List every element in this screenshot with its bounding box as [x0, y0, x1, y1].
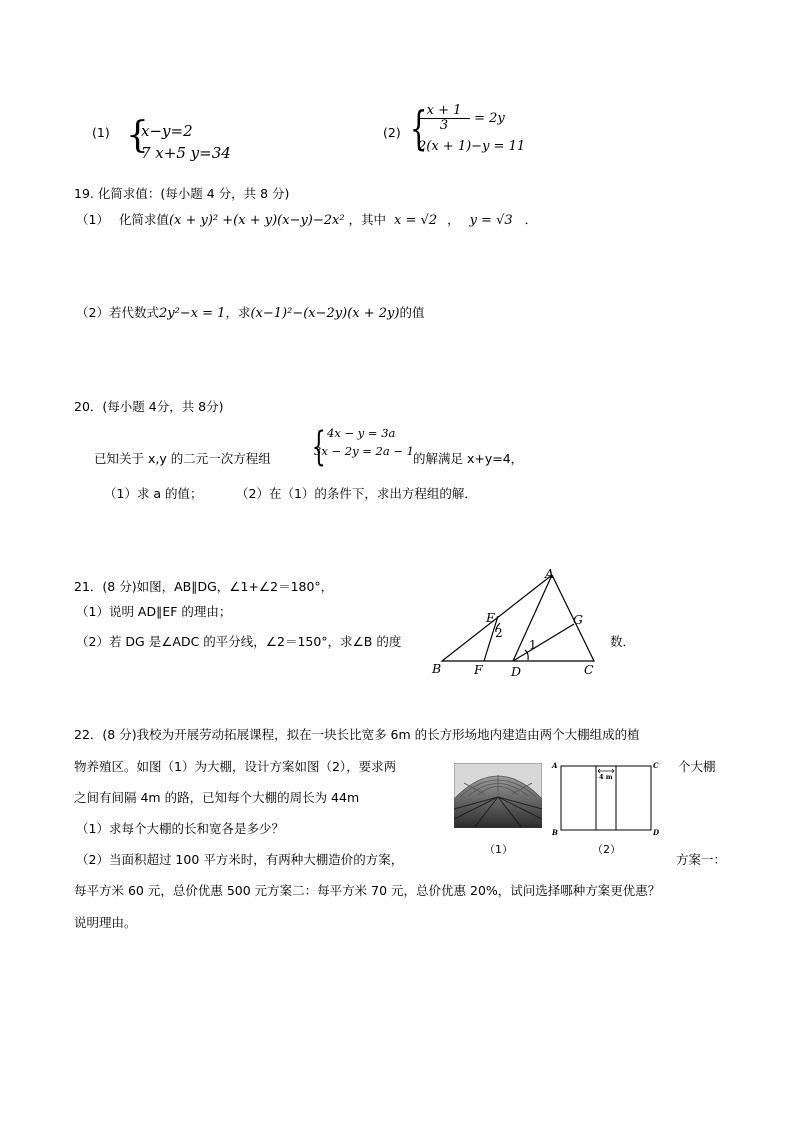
label-e: E [486, 610, 496, 625]
q19-part2 [76, 303, 424, 321]
label-f: F [474, 662, 483, 677]
greenhouse-photo [454, 763, 542, 828]
q19-p1-x: x = √2 [394, 213, 438, 228]
q18-p2-eq1-rhs: = 2y [474, 111, 505, 126]
q21-part2-end: 数． [610, 634, 636, 649]
q22-line5a: （2）当面积超过 100 平方米时，有两种大棚造价的方案， [76, 852, 404, 867]
label-angle-2: 2 [495, 626, 503, 640]
label-angle-1: 1 [529, 638, 537, 652]
q20-eq2: 3x − 2y = 2a − 1 [314, 444, 414, 458]
q22-line7: 说明理由。 [74, 915, 137, 930]
q22-line3: 之间有间隔 4m 的路，已知每个大棚的周长为 44m [74, 790, 360, 805]
q19-p2-expr: (x−1)²−(x−2y)(x + 2y) [250, 306, 400, 321]
fig2-caption: （2） [592, 843, 621, 856]
q22-line2a: 物养殖区。如图（1）为大棚，设计方案如图（2），要求两 [74, 759, 397, 774]
q18-p1-eq1: x−y=2 [141, 122, 193, 140]
greenhouse-plan [548, 758, 666, 838]
q20-heading: 20．(每小题 4分，共 8分) [74, 399, 224, 414]
plan-label-c: C [653, 761, 659, 770]
fig1-caption: （1） [484, 843, 513, 856]
q19-p1-expr: (x + y)² +(x + y)(x−y)−2x² [168, 213, 345, 228]
q22-line5b: 方案一： [676, 852, 727, 867]
q22-line4: （1）求每个大棚的长和宽各是多少？ [76, 821, 284, 836]
q22-line6: 每平方米 60 元，总价优惠 500 元方案二：每平方米 70 元，总价优惠 20%，试问选择哪种方案更优惠？ [74, 883, 661, 898]
label-c: C [584, 662, 594, 677]
plan-gap-label: 4 m [599, 773, 613, 781]
brace-icon: { [311, 424, 326, 470]
q18-p2-eq1-den: 3 [439, 118, 449, 133]
label-g: G [573, 612, 583, 627]
q19-p1-label: （1） [76, 212, 109, 227]
q19-p1-prefix: 化简求值 [118, 212, 169, 227]
segment-dg [513, 624, 574, 661]
q20-part1: （1）求 a 的值； [104, 486, 203, 501]
q20-condition: 的解满足 x+y=4， [413, 451, 524, 466]
q19-part1 [76, 210, 537, 228]
q21-part2: （2）若 DG 是∠ADC 的平分线，∠2＝150°，求∠B 的度 [76, 634, 402, 649]
q19-p2-cond: 2y²−x = 1 [158, 306, 226, 321]
triangle-abc [442, 575, 594, 661]
q20-part2: （2）在（1）的条件下，求出方程组的解． [236, 486, 477, 501]
q19-p1-mid: ，其中 [348, 212, 387, 227]
q20-intro: 已知关于 x,y 的二元一次方程组 [94, 451, 271, 466]
label-a: A [545, 566, 555, 581]
brace-icon: { [126, 115, 149, 156]
q18-p1-label: (1) [92, 125, 110, 140]
q18-p2-eq2: 2(x + 1)−y = 11 [418, 139, 526, 154]
q19-p2-mid: ，求 [225, 305, 251, 320]
q18-p2-eq1-num: x + 1 [418, 104, 470, 119]
label-d: D [511, 664, 522, 679]
q19-p1-sep: ， [447, 212, 460, 227]
q19-p2-end: 的值 [399, 305, 425, 320]
q18-p1-eq2: 7 x+5 y=34 [141, 144, 231, 162]
q18-p2-eq1 [418, 104, 505, 133]
q20-eq1: 4x − y = 3a [327, 426, 396, 440]
q21-heading: 21．(8 分)如图，AB∥DG，∠1+∠2＝180°， [74, 579, 334, 594]
q22-line1: 22．(8 分)我校为开展劳动拓展课程，拟在一块长比宽多 6m 的长方形场地内建造由两个大棚组成的植 [74, 727, 640, 742]
plan-label-a: A [552, 761, 558, 770]
q21-part1: （1）说明 AD∥EF 的理由； [76, 604, 232, 619]
q19-p2-prefix: 若代数式 [108, 305, 159, 320]
plan-label-b: B [552, 828, 558, 837]
q19-heading: 19. 化简求值：(每小题 4 分，共 8 分) [74, 186, 290, 201]
brace-icon: { [409, 101, 428, 155]
q18-p2-label: (2) [383, 125, 401, 140]
q22-line2b: 个大棚 [678, 759, 716, 774]
q21-geometry-figure [428, 566, 608, 680]
plan-label-d: D [653, 828, 660, 837]
q19-p2-label: （2） [76, 305, 109, 320]
q19-p1-end: ． [524, 212, 538, 227]
label-b: B [432, 661, 442, 676]
q19-p1-y: y = √3 [469, 213, 513, 228]
